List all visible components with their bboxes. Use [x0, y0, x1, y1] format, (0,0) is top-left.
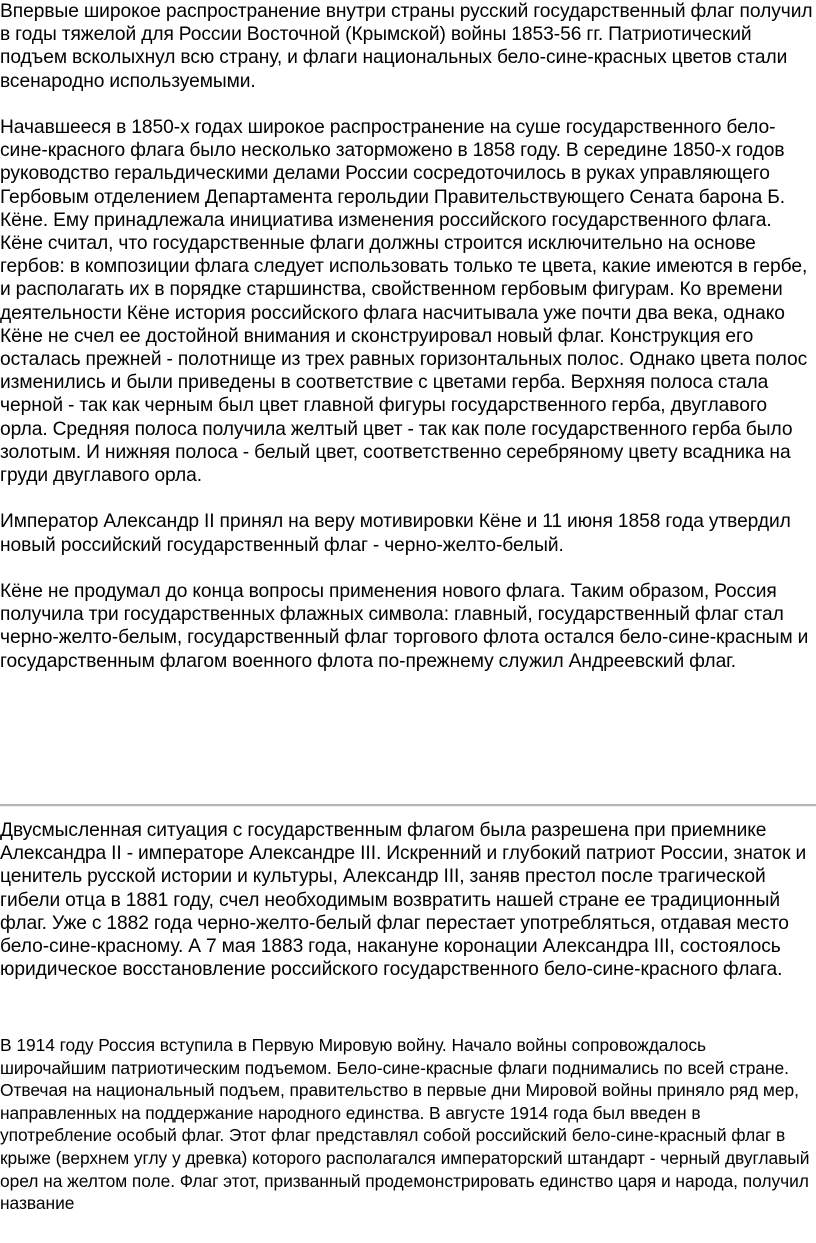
document-body-bottom	[0, 819, 816, 981]
paragraph-crimean-war: Впервые широкое распространение внутри страны русский государственный флаг получил в годы тяжелой для России Восточной (Крымской) войны 1853-56 гг. Патриотический подъем всколыхнул всю страну, и флаги национальных бело-сине-красных цветов стали всенародно используемыми.	[0, 1, 813, 92]
paragraph-alexander-ii: Император Александр II принял на веру мотивировки Кёне и 11 июня 1858 года утвердил новый российский государственный флаг - черно-желто-белый.	[0, 511, 791, 556]
paragraph-three-flags: Кёне не продумал до конца вопросы применения нового флага. Таким образом, Россия получила три государственных флажных символа: главный, государственный флаг стал черно-желто-белым, государственный флаг торгового флота остался бело-сине-красным и государственным флагом военного флота по-прежнему служил Андреевский флаг.	[0, 581, 809, 672]
horizontal-divider	[0, 804, 816, 807]
document-body-last	[0, 1034, 816, 1215]
paragraph-alexander-iii: Двусмысленная ситуация с государственным флагом была разрешена при приемнике Александра II - императоре Александре III. Искренний и глубокий патриот России, знаток и ценитель русской истории и культуры, Александр III, заняв престол после трагической гибели отца в 1881 году, счел необходимым возвратить нашей стране ее традиционный флаг. Уже с 1882 года черно-желто-белый флаг перестает употребляться, отдавая место бело-сине-красному. А 7 мая 1883 года, накануне коронации Александра III, состоялось юридическое восстановление российского государственного бело-сине-красного флага.	[0, 820, 807, 981]
paragraph-world-war-one: В 1914 году Россия вступила в Первую Мировую войну. Начало войны сопровождалось широчайшим патриотическим подъемом. Бело-сине-красные флаги поднимались по всей стране. Отвечая на национальный подъем, правительство в первые дни Мировой войны приняло ряд мер, направленных на поддержание народного единства. В августе 1914 года был введен в употребление особый флаг. Этот флаг представлял собой российский бело-сине-красный флаг в крыже (верхнем углу у древка) которого располагался императорский штандарт - черный двуглавый орел на желтом поле. Флаг этот, призванный продемонстрировать единство царя и народа, получил название	[0, 1035, 810, 1214]
paragraph-koehne-flag: Начавшееся в 1850-х годах широкое распространение на суше государственного бело-сине-красного флага было несколько заторможено в 1858 году. В середине 1850-х годов руководство геральдическими делами России сосредоточилось в руках управляющего Гербовым отделением Департамента герольдии Правительствующего Сената барона Б. Кёне. Ему принадлежала инициатива изменения российского государственного флага. Кёне считал, что государственные флаги должны строится исключительно на основе гербов: в композиции флага следует использовать только те цвета, какие имеются в гербе, и располагать их в порядке старшинства, свойственном гербовым фигурам. Ко времени деятельности Кёне история российского флага насчитывала уже почти два века, однако Кёне не счел ее достойной внимания и сконструировал новый флаг. Конструкция его осталась прежней - полотнище из трех равных горизонтальных полос. Однако цвета полос изменились и были приведены в соответствие с цветами герба. Верхняя полоса стала черной - так как черным был цвет главной фигуры государственного герба, двуглавого орла. Средняя полоса получила желтый цвет - так как поле государственного герба было золотым. И нижняя полоса - белый цвет, соответственно серебряному цвету всадника на груди двуглавого орла.	[0, 117, 808, 487]
